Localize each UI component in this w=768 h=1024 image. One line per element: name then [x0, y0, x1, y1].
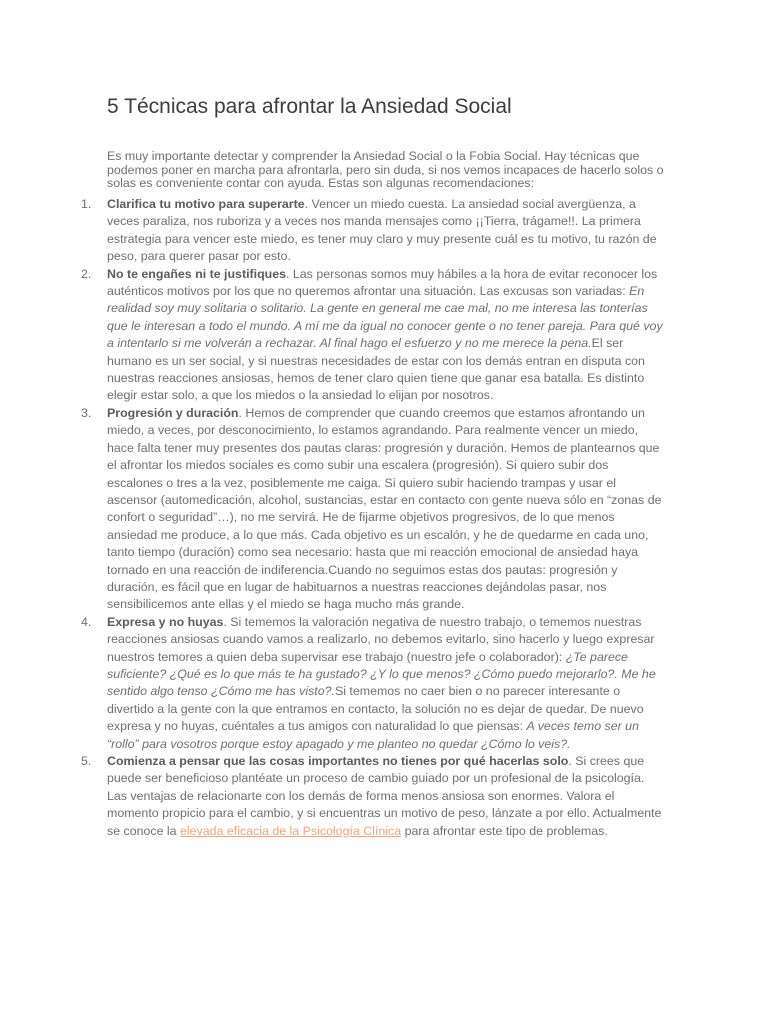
list-item-text-continued: Si tememos no caer bien o no parecer interesante o divertido a la gente con la que entramos en contacto, la solución no es dejar de quedar. De nuevo expresa y no huyas, cuéntales a tus amigos con naturalidad lo que piensas: — [107, 684, 644, 734]
list-item-text-continued: El ser humano es un ser social, y si nuestras necesidades de estar con los demás entran en disputa con nuestras reacciones ansiosas, hemos de tener claro quien tiene que ganar esa batalla. Es distinto elegir estar solo, a que los miedos o la ansiedad lo elijan por nosotros. — [107, 336, 645, 403]
list-item-number: 4. — [81, 614, 92, 629]
list-item-text: . Vencer un miedo cuesta. La ansiedad social avergüenza, a veces paraliza, nos ruboriza y a veces nos manda mensajes como ¡¡Tierra, trágame!!. La primera estrategia para vencer este miedo, es tener muy claro y muy presente cuál es tu motivo, tu razón de peso, para querer pasar por esto. — [107, 197, 657, 264]
psychology-efficacy-link[interactable]: elevada eficacia de la Psicología Clínica — [180, 823, 402, 838]
list-item-text: . Si tememos la valoración negativa de nuestro trabajo, o tememos nuestras reacciones ansiosas cuando vamos a realizarlo, no debemos evitarlo, sino hacerlo y luego expresar nuestros temores a quien deba supervisar ese trabajo (nuestro jefe o colaborador): — [107, 614, 655, 664]
list-item-heading: Expresa y no huyas — [107, 614, 224, 629]
list-item-number: 1. — [81, 197, 92, 211]
list-item-number: 5. — [81, 754, 92, 768]
list-item-text: . Hemos de comprender que cuando creemos que estamos afrontando un miedo, a veces, por desconocimiento, lo estamos agrandando. Para realmente vencer un miedo, hace falta tener muy presentes dos pautas claras: progresión y duración. Hemos de plantearnos que el afrontar los miedos sociales es como subir una escalera (progresión). Si quiero subir dos escalones o tres a la vez, posiblemente me caiga. Si quiero subir haciendo trampas y usar el ascensor (automedicación, alcohol, sustancias, estar en contacto con gente nueva sólo en “zonas de confort o seguridad”…), no me servirá. He de fijarme objetivos progresivos, de lo que menos ansiedad me produce, a lo que más. Cada objetivo es un escalón, y he de quedarme en cada uno, tanto tiempo (duración) como sea necesario: hasta que mi reacción emocional de ansiedad haya tornado en una reacción de indiferencia.Cuando no seguimos estas dos pautas: progresión y duración, es fácil que en lugar de habituarnos a nuestras reacciones dejándolas pasar, nos sensibilicemos ante ellas y el miedo se haga mucho más grande. — [107, 405, 662, 612]
list-item-2 — [81, 266, 667, 405]
list-item-4 — [81, 614, 667, 753]
list-item-heading: Comienza a pensar que las cosas importantes no tienes por qué hacerlas solo — [107, 754, 569, 768]
list-item-quote-2: A veces temo ser un “rollo” para vosotros porque estoy apagado y me planteo no quedar ¿Cómo lo veis?. — [107, 719, 639, 751]
list-item-heading: No te engañes ni te justifiques — [107, 266, 287, 281]
intro-paragraph: Es muy importante detectar y comprender la Ansiedad Social o la Fobia Social. Hay técnicas que podemos poner en marcha para afrontarla, pero sin duda, si nos vemos incapaces de hacerlo solos o solas es conveniente contar con ayuda. Estas son algunas recomendaciones: — [107, 149, 664, 190]
list-item-text: . Si crees que puede ser beneficioso plantéate un proceso de cambio guiado por un profesional de la psicología. Las ventajas de relacionarte con los demás de forma menos ansiosa son enormes. Valora el momento propicio para el cambio, y si encuentras un motivo de peso, lánzate a por ello. Actualmente se conoce la — [107, 754, 662, 838]
techniques-list — [81, 196, 667, 840]
list-item-quote: ¿Te parece suficiente? ¿Qué es lo que más te ha gustado? ¿Y lo que menos? ¿Cómo puedo mejorarlo?. Me he sentido algo tenso ¿Cómo me has visto?. — [107, 649, 656, 699]
list-item-1 — [81, 196, 667, 266]
list-item-3 — [81, 405, 667, 614]
list-item-text-continued: para afrontar este tipo de problemas. — [401, 823, 608, 838]
list-item-quote: En realidad soy muy solitaria o solitario. La gente en general me cae mal, no me interesa las tonterías que le interesan a todo el mundo. A mí me da igual no conocer gente o no tener pareja. Para qué voy a intentarlo si me volverán a rechazar. Al final hago el esfuerzo y no me merece la pena. — [107, 284, 663, 351]
list-item-heading: Progresión y duración — [107, 405, 239, 420]
list-item-number: 2. — [81, 266, 92, 281]
list-item-number: 3. — [81, 405, 92, 420]
list-item-text: . Las personas somos muy hábiles a la hora de evitar reconocer los auténticos motivos por los que no queremos afrontar una situación. Las excusas son variadas: — [107, 266, 658, 299]
list-item-heading: Clarifica tu motivo para superarte — [107, 197, 305, 211]
page-title: 5 Técnicas para afrontar la Ansiedad Social — [107, 95, 512, 118]
list-item-5 — [81, 753, 667, 840]
